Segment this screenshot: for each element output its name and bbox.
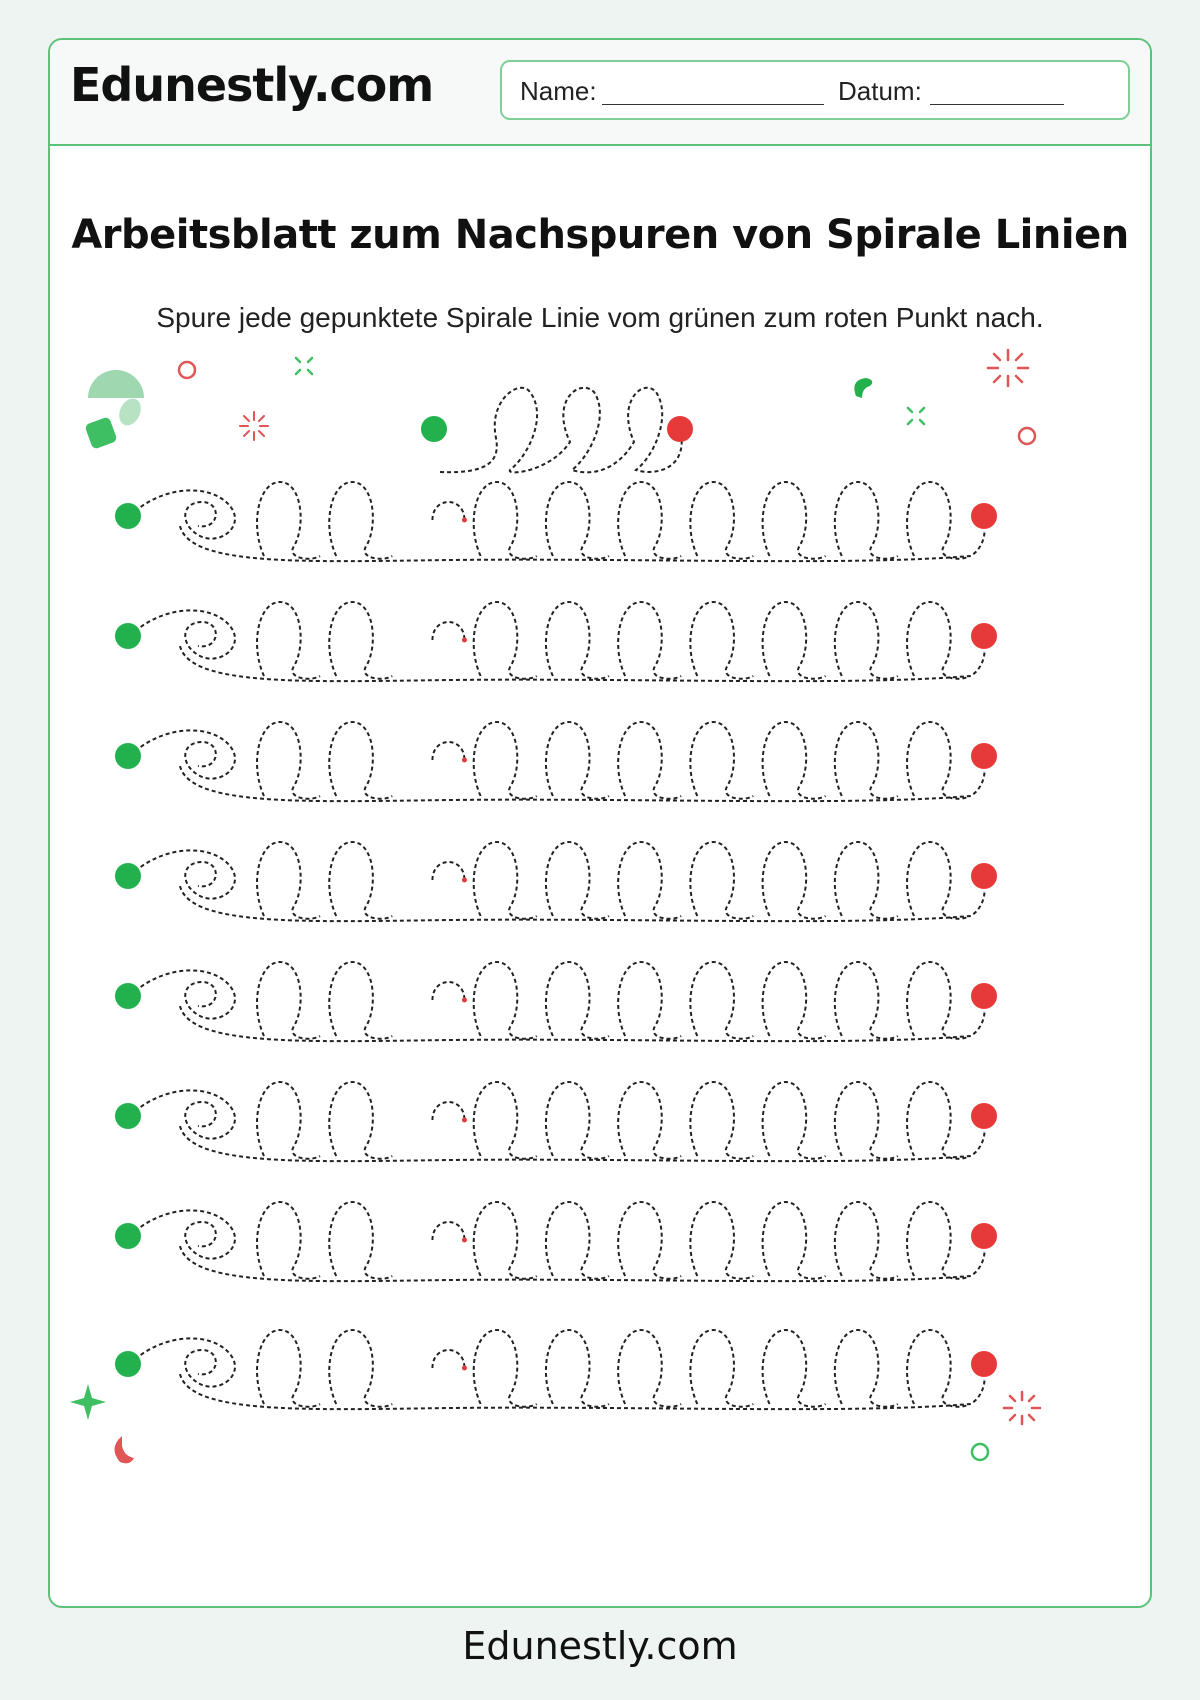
end-dot	[971, 863, 997, 889]
loop-line	[546, 722, 609, 799]
instruction-text: Spure jede gepunktete Spirale Linie vom grünen zum roten Punkt nach.	[156, 302, 1044, 333]
loop-line	[690, 1330, 753, 1407]
start-spiral-line	[130, 1210, 235, 1258]
start-dot	[115, 983, 141, 1009]
start-spiral-line	[130, 490, 235, 538]
loop-line	[329, 722, 392, 799]
worksheet-page	[48, 38, 1152, 1608]
end-dot	[971, 1351, 997, 1377]
crescent-decoration	[114, 1436, 134, 1463]
loop-line	[763, 1202, 826, 1279]
burst-decoration	[988, 350, 1028, 386]
leaf-decoration	[854, 378, 872, 398]
loop-line	[835, 842, 898, 919]
loop-line	[546, 1082, 609, 1159]
loop-line	[835, 722, 898, 799]
loop-line	[763, 1082, 826, 1159]
small-red-marker	[462, 638, 467, 643]
loop-line	[835, 1330, 898, 1407]
loop-line	[257, 722, 320, 799]
loop-line	[474, 482, 537, 559]
loop-line	[257, 1202, 320, 1279]
loop-line	[618, 962, 681, 1039]
loop-line	[257, 1330, 320, 1407]
page-title: Arbeitsblatt zum Nachspuren von Spirale Linien	[71, 212, 1129, 258]
small-arch-line	[432, 742, 464, 760]
loop-line	[546, 962, 609, 1039]
small-arch-line	[432, 862, 464, 880]
example-start-dot	[421, 416, 447, 442]
loop-line	[329, 1082, 392, 1159]
small-red-marker	[462, 998, 467, 1003]
oval-decoration	[115, 395, 145, 429]
loop-line	[907, 482, 970, 559]
example-dotted-line	[440, 388, 682, 473]
loop-line	[763, 962, 826, 1039]
loop-line	[835, 1082, 898, 1159]
loop-line	[763, 842, 826, 919]
footer-text: Edunestly.com	[462, 1624, 738, 1668]
small-red-marker	[462, 1238, 467, 1243]
loop-line	[546, 1330, 609, 1407]
loop-line	[907, 842, 970, 919]
trace-row	[115, 1330, 997, 1409]
loop-line	[690, 842, 753, 919]
small-red-marker	[462, 1366, 467, 1371]
loop-line	[329, 842, 392, 919]
loop-line	[474, 1082, 537, 1159]
small-arch-line	[432, 1102, 464, 1120]
loop-line	[474, 602, 537, 679]
loop-line	[546, 1202, 609, 1279]
baseline-line	[180, 1246, 984, 1281]
start-dot	[115, 1351, 141, 1377]
small-arch-line	[432, 1222, 464, 1240]
baseline-line	[180, 766, 984, 801]
start-dot	[115, 743, 141, 769]
start-dot	[115, 623, 141, 649]
loop-line	[329, 962, 392, 1039]
tracing-area	[50, 40, 1152, 1608]
small-arch-line	[432, 1350, 464, 1368]
loop-line	[690, 1202, 753, 1279]
loop-line	[329, 602, 392, 679]
loop-line	[690, 482, 753, 559]
loop-line	[763, 482, 826, 559]
loop-line	[257, 602, 320, 679]
loop-line	[907, 1082, 970, 1159]
name-label: Name:	[520, 76, 597, 106]
trace-row	[115, 1202, 997, 1281]
small-arch-line	[432, 502, 464, 520]
trace-row	[115, 1082, 997, 1161]
ring-decoration	[972, 1444, 988, 1460]
loop-line	[690, 722, 753, 799]
small-arch-line	[432, 982, 464, 1000]
loop-line	[690, 962, 753, 1039]
baseline-line	[180, 1374, 984, 1409]
loop-line	[474, 1202, 537, 1279]
ring-decoration	[1019, 428, 1035, 444]
burst-decoration	[240, 412, 268, 440]
loop-line	[618, 1082, 681, 1159]
loop-line	[907, 1202, 970, 1279]
end-dot	[971, 1223, 997, 1249]
start-dot	[115, 1103, 141, 1129]
loop-line	[763, 602, 826, 679]
loop-line	[257, 962, 320, 1039]
loop-line	[907, 1330, 970, 1407]
loop-line	[257, 1082, 320, 1159]
small-arch-line	[432, 622, 464, 640]
loop-line	[618, 722, 681, 799]
start-spiral-line	[130, 610, 235, 658]
loop-line	[618, 1330, 681, 1407]
star-decoration	[70, 1384, 106, 1420]
loop-line	[907, 722, 970, 799]
loop-line	[835, 1202, 898, 1279]
baseline-line	[180, 646, 984, 681]
loop-line	[618, 1202, 681, 1279]
loop-line	[474, 1330, 537, 1407]
trace-row	[115, 482, 997, 561]
trace-row	[115, 722, 997, 801]
start-dot	[115, 1223, 141, 1249]
loop-line	[690, 602, 753, 679]
loop-line	[474, 842, 537, 919]
loop-line	[763, 1330, 826, 1407]
trace-row	[115, 962, 997, 1041]
loop-line	[546, 602, 609, 679]
sparkle-decoration	[296, 358, 312, 374]
loop-line	[907, 602, 970, 679]
loop-line	[835, 962, 898, 1039]
start-spiral-line	[130, 730, 235, 778]
site-logo: Edunestly.com	[70, 58, 434, 112]
start-dot	[115, 863, 141, 889]
small-red-marker	[462, 758, 467, 763]
start-spiral-line	[130, 970, 235, 1018]
loop-line	[690, 1082, 753, 1159]
loop-line	[257, 482, 320, 559]
loop-line	[329, 1202, 392, 1279]
ring-decoration	[179, 362, 195, 378]
loop-line	[618, 602, 681, 679]
loop-line	[329, 1330, 392, 1407]
loop-line	[474, 962, 537, 1039]
baseline-line	[180, 1126, 984, 1161]
loop-line	[329, 482, 392, 559]
trace-row	[115, 602, 997, 681]
half-circle-decoration	[88, 370, 144, 398]
start-dot	[115, 503, 141, 529]
loop-line	[474, 722, 537, 799]
small-red-marker	[462, 878, 467, 883]
loop-line	[618, 842, 681, 919]
loop-line	[763, 722, 826, 799]
square-decoration	[84, 416, 117, 449]
end-dot	[971, 1103, 997, 1129]
loop-line	[618, 482, 681, 559]
small-red-marker	[462, 1118, 467, 1123]
loop-line	[835, 482, 898, 559]
loop-line	[546, 482, 609, 559]
start-spiral-line	[130, 1090, 235, 1138]
burst-decoration	[1004, 1392, 1040, 1424]
loop-line	[257, 842, 320, 919]
sparkle-decoration	[908, 408, 924, 424]
decorations	[70, 350, 1040, 1463]
end-dot	[971, 503, 997, 529]
start-spiral-line	[130, 1338, 235, 1386]
end-dot	[971, 983, 997, 1009]
example-row	[421, 388, 693, 473]
baseline-line	[180, 1006, 984, 1041]
end-dot	[971, 623, 997, 649]
end-dot	[971, 743, 997, 769]
date-label: Datum:	[838, 76, 922, 106]
baseline-line	[180, 886, 984, 921]
loop-line	[907, 962, 970, 1039]
loop-line	[835, 602, 898, 679]
baseline-line	[180, 526, 984, 561]
loop-line	[546, 842, 609, 919]
start-spiral-line	[130, 850, 235, 898]
small-red-marker	[462, 518, 467, 523]
example-end-dot	[667, 416, 693, 442]
trace-row	[115, 842, 997, 921]
